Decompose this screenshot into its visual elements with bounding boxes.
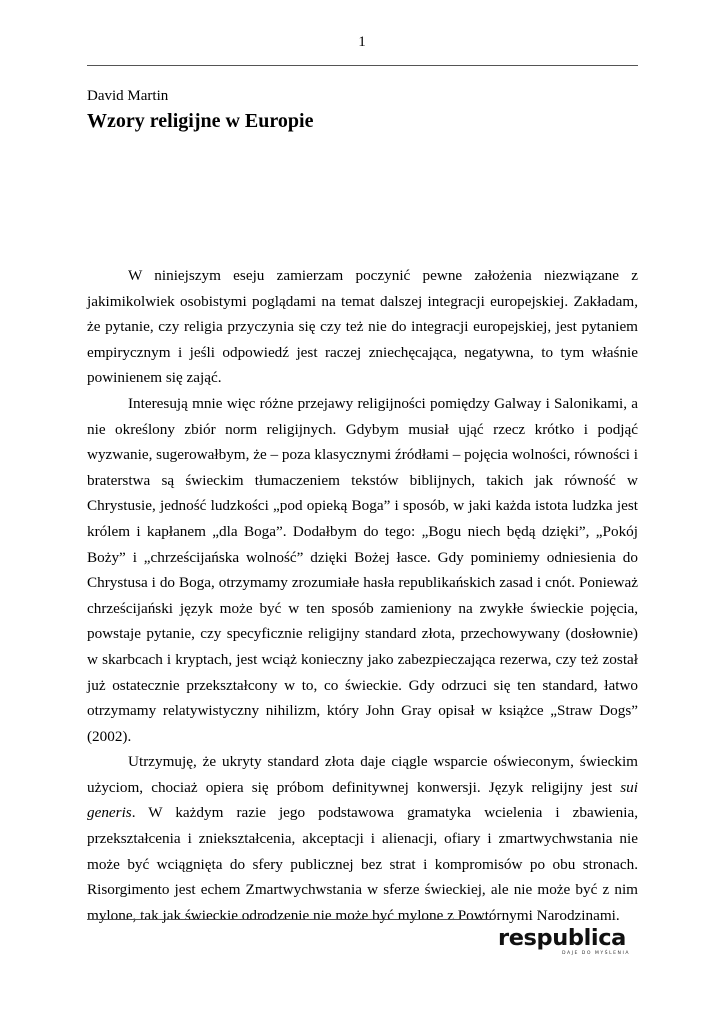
author-name: David Martin — [87, 88, 169, 104]
respublica-logo — [498, 925, 632, 956]
paragraph-text: Utrzymuję, że ukryty standard złota daje ciągle wsparcie oświeconym, świeckim użyciom, chociaż opiera się próbom definitywnej konwersji. Język religijny jest — [87, 753, 638, 796]
header-divider — [87, 65, 638, 66]
footer-divider — [87, 919, 493, 920]
paragraph-3 — [87, 749, 638, 928]
paragraph-text: Interesują mnie więc różne przejawy religijności pomiędzy Galway i Salonikami, a nie określony zbiór norm religijnych. Gdybym musiał ująć rzecz krótko i podjąć wyzwanie, sugerowałbym, że – poza klasycznymi źródłami – pojęcia wolności, równości i braterstwa są świeckim tłumaczeniem tekstów biblijnych, takich jak równość w Chrystusie, jedność ludzkości „pod opieką Boga” i sposób, w jaki każda istota ludzka jest królem i kapłanem „dla Boga”. Dodałbym do tego: „Bogu niech będą dzięki”, „Pokój Boży” i „chrześcijańska wolność” dzięki Bożej łasce. Gdy pominiemy odniesienia do Chrystusa i do Boga, otrzymamy zrozumiałe hasła republikańskich zasad i cnót. Ponieważ chrześcijański język może być w ten sposób zamieniony na zwykłe świeckie pojęcia, powstaje pytanie, czy specyficznie religijny standard złota, przechowywany (dosłownie) w skarbcach i kryptach, jest wciąż konieczny jako zabezpieczająca rezerwa, czy też został już ostatecznie przekształcony w to, co świeckie. Gdy odrzuci się ten standard, łatwo otrzymamy relatywistyczny nihilizm, który John Gray opisał w książce „Straw Dogs” (2002). — [87, 394, 638, 745]
italic-term: sui generis — [87, 778, 638, 822]
logo-wordmark: respublica — [498, 925, 626, 951]
article-title: Wzory religijne w Europie — [87, 110, 314, 132]
article-body — [87, 263, 638, 928]
paragraph-2 — [87, 391, 638, 749]
page-number: 1 — [358, 34, 366, 50]
logo-tagline: DAJE DO MYŚLENIA — [561, 951, 630, 956]
paragraph-text: . W każdym razie jego podstawowa gramatyka wcielenia i zbawienia, przekształcenia i zniekształcenia, akceptacji i alienacji, ofiary i zmartwychwstania nie może być wciągnięta do sfery publicznej bez strat i kompromisów po obu stronach. Risorgimento jest echem Zmartwychwstania w sferze świeckiej, ale nie może być z nim mylone, tak jak świeckie odrodzenie nie może być mylone z Powtórnymi Narodzinami. — [87, 804, 638, 924]
paragraph-text: W niniejszym eseju zamierzam poczynić pewne założenia niezwiązane z jakimikolwiek osobistymi poglądami na temat dalszej integracji europejskiej. Zakładam, że pytanie, czy religia przyczynia się czy też nie do integracji europejskiej, jest pytaniem empirycznym i jeśli odpowiedź jest raczej zniechęcająca, negatywna, to tym właśnie powinienem się zająć. — [87, 267, 638, 387]
paragraph-1 — [87, 263, 638, 391]
